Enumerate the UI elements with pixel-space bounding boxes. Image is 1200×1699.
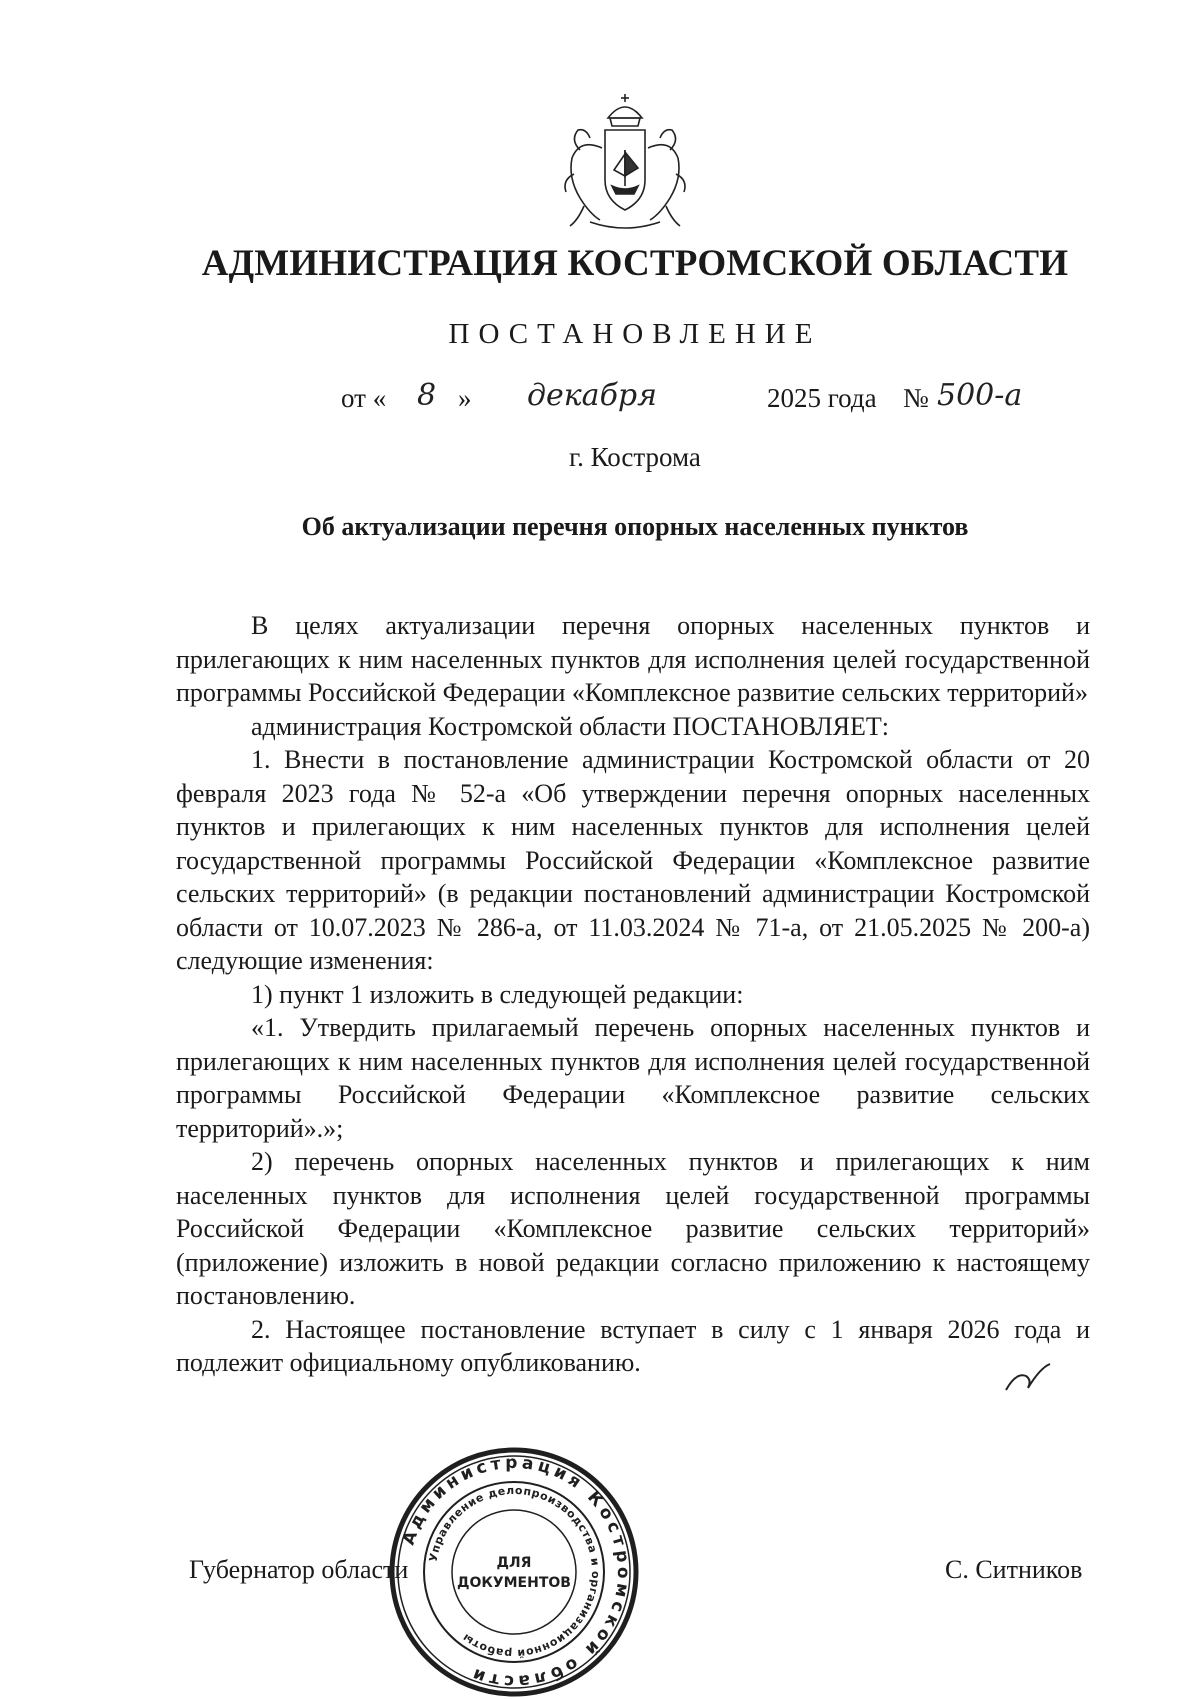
body-paragraph: 1. Внести в постановление администрации Костромской области от 20 февраля 2023 года № 52-а «Об утверждении перечня опорных населенных пунктов и прилегающих к ним населенных пунктов для исполнения целей государственной программы Российской Федерации «Комплексное развитие сельских территорий» (в редакции постановлений администрации Костромской области от 10.07.2023 № 286-а, от 11.03.2024 № 71-а, от 21.05.2025 № 200-а) следующие изменения: [176,745,1090,975]
body-paragraph: 2. Настоящее постановление вступает в силу с 1 января 2026 года и подлежит официальному опубликованию. [176,1314,1090,1377]
body-paragraph: В целях актуализации перечня опорных населенных пунктов и прилегающих к ним населенных пунктов для исполнения целей государственной программы Российской Федерации «Комплексное развитие сельских территорий» [176,611,1090,707]
seal-outer-text: Администрация Костромской области [398,1452,634,1692]
official-seal-icon [387,1445,641,1699]
date-prefix: от « [341,383,387,413]
document-number: 500-а [937,378,1023,413]
seal-center-line-2: ДОКУМЕНТОВ [457,1575,571,1591]
coat-of-arms-icon [550,88,700,238]
handwritten-mark-icon [1002,1360,1054,1396]
date-year: 2025 года [767,383,877,413]
date-line [0,378,1200,438]
body-paragraph: 1) пункт 1 изложить в следующей редакции: [251,979,744,1009]
body-paragraph: 2) перечень опорных населенных пунктов и прилегающих к ним населенных пунктов для исполнения целей государственной программы Российской Федерации «Комплексное развитие сельских территорий» (приложение) изложить в новой редакции согласно приложению к настоящему постановлению. [176,1147,1090,1310]
seal-center-line-1: ДЛЯ [496,1555,532,1571]
signatory-name: С. Ситников [945,1555,1083,1584]
seal-inner-text: Управление делопроизводства и организационной работы [426,1483,603,1661]
organization-title: АДМИНИСТРАЦИЯ КОСТРОМСКОЙ ОБЛАСТИ [201,243,1069,284]
city: г. Кострома [569,442,701,472]
date-month: декабря [527,378,657,413]
signatory-role: Губернатор области [189,1555,409,1584]
number-sign: № [903,383,929,413]
date-suffix: » [458,383,472,413]
body-paragraph: администрация Костромской области ПОСТАНОВЛЯЕТ: [251,711,890,741]
document-body [176,609,1090,1380]
document-type: ПОСТАНОВЛЕНИЕ [448,318,822,350]
body-paragraph: «1. Утвердить прилагаемый перечень опорных населенных пунктов и прилегающих к ним населенных пунктов для исполнения целей государственной программы Российской Федерации «Комплексное развитие сельских территорий».»; [176,1013,1090,1143]
date-day: 8 [417,378,437,413]
document-subject: Об актуализации перечня опорных населенных пунктов [301,512,969,541]
